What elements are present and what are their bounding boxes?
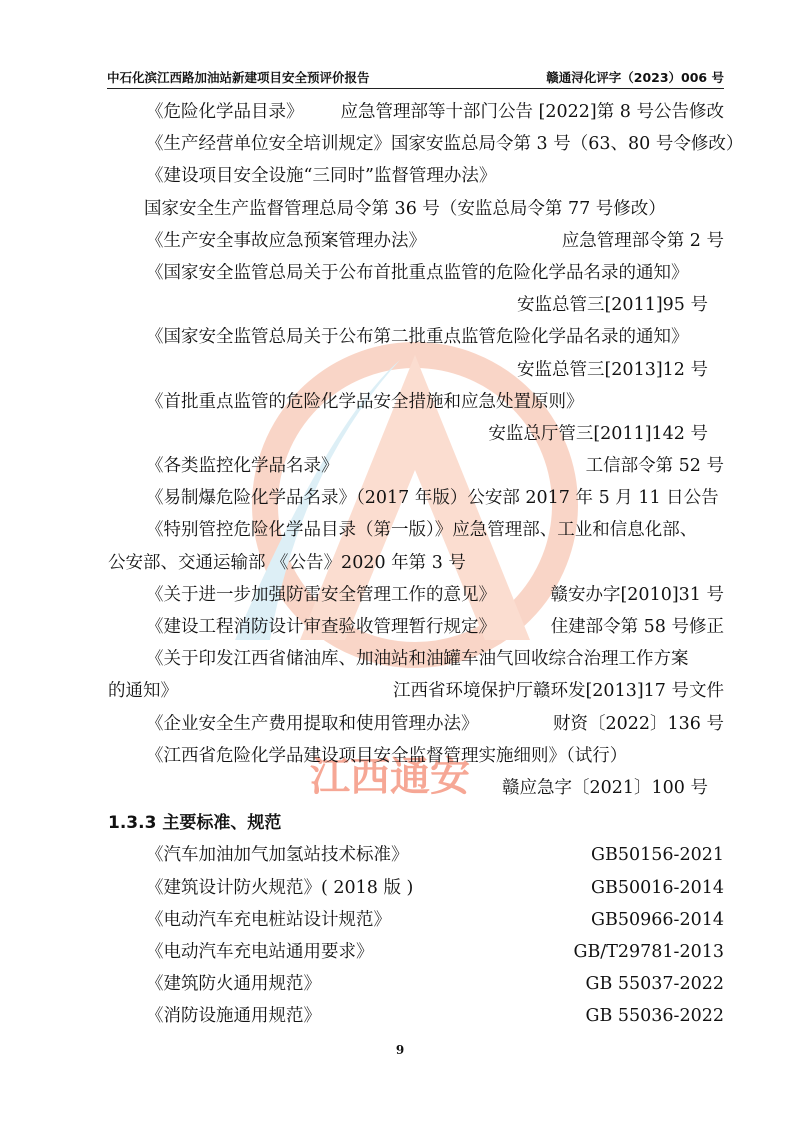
- standard-code: GB50156-2021: [591, 845, 724, 866]
- regulation-reference: 江西省环境保护厅赣环发[2013]17 号文件: [392, 681, 724, 702]
- regulation-reference: 赣应急字〔2021〕100 号: [501, 777, 708, 798]
- regulation-title: 《建设工程消防设计审查验收管理暂行规定》: [146, 617, 496, 637]
- regulation-line: [108, 257, 724, 289]
- regulation-title: 《各类监控化学品名录》: [146, 456, 339, 477]
- regulation-line: [108, 547, 724, 579]
- regulation-line: [108, 708, 724, 740]
- standard-row: [108, 968, 724, 1000]
- document-body: [108, 96, 744, 1032]
- regulation-title: 的通知》: [108, 681, 178, 702]
- standard-name: 《电动汽车充电站通用要求》: [146, 941, 374, 962]
- regulation-reference: 安监总厅管三[2011]142 号: [488, 423, 708, 444]
- regulation-line: [108, 514, 724, 546]
- regulation-line: [108, 354, 724, 386]
- regulation-title: 《国家安全监管总局关于公布第二批重点监管危险化学品名录的通知》: [146, 327, 689, 348]
- watermark-text: 江西通安: [310, 754, 470, 800]
- regulation-title: 《特别管控危险化学品目录（第一版）》应急管理部、工业和信息化部、: [146, 520, 698, 541]
- regulation-title: 《首批重点监管的危险化学品安全措施和应急处置原则》: [146, 391, 584, 412]
- regulation-title: 《关于印发江西省储油库、加油站和油罐车油气回收综合治理工作方案: [146, 649, 689, 670]
- regulation-line: [108, 772, 724, 804]
- regulation-line: [108, 289, 724, 321]
- regulation-title: 《建设项目安全设施“三同时”监督管理办法》: [146, 166, 497, 187]
- standard-row: [108, 936, 724, 968]
- regulation-title: 《国家安全监管总局关于公布首批重点监管的危险化学品名录的通知》: [146, 262, 689, 283]
- standard-row: [108, 872, 724, 904]
- standard-row: [108, 1000, 724, 1032]
- regulation-title: 《江西省危险化学品建设项目安全监督管理实施细则》（试行）: [146, 745, 628, 766]
- regulation-line: [108, 418, 724, 450]
- regulation-line: [108, 675, 724, 707]
- regulation-line: [108, 482, 724, 514]
- regulation-title: 《生产经营单位安全培训规定》国家安监总局令第 3 号（63、80 号令修改）: [146, 134, 744, 155]
- header-report-number: 赣通浔化评字（2023）006 号: [546, 70, 724, 85]
- page-number: 9: [395, 1043, 405, 1057]
- standard-code: GB/T29781-2013: [573, 941, 724, 962]
- regulation-reference: 应急管理部令第 2 号: [561, 230, 724, 251]
- standard-code: GB 55037-2022: [585, 974, 724, 995]
- regulation-reference: 住建部令第 58 号修正: [550, 617, 724, 637]
- standard-name: 《汽车加油加气加氢站技术标准》: [146, 845, 409, 866]
- regulation-reference: 安监总管三[2013]12 号: [516, 359, 708, 380]
- regulation-reference: 赣安办字[2010]31 号: [550, 584, 724, 605]
- page-header: [107, 66, 724, 89]
- regulation-line: [108, 643, 724, 675]
- standard-row: [108, 839, 724, 871]
- standard-code: GB 55036-2022: [585, 1006, 724, 1027]
- regulation-line: [108, 128, 744, 160]
- regulation-reference: 工信部令第 52 号: [585, 456, 724, 477]
- regulation-reference: 公安部、交通运输部 《公告》2020 年第 3 号: [108, 552, 466, 573]
- regulation-line: [108, 450, 724, 482]
- regulation-line: [108, 321, 724, 353]
- regulation-title: 《危险化学品目录》: [146, 102, 304, 122]
- regulation-line: [108, 225, 724, 257]
- regulation-line: [108, 386, 724, 418]
- regulation-title: 《关于进一步加强防雷安全管理工作的意见》: [146, 584, 496, 605]
- section-heading: 1.3.3 主要标准、规范: [108, 813, 282, 834]
- standard-name: 《建筑设计防火规范》( 2018 版 ): [146, 877, 414, 898]
- regulation-title: 《易制爆危险化学品名录》（2017 年版）公安部 2017 年 5 月 11 日公告: [146, 488, 719, 509]
- regulation-line: [108, 193, 724, 225]
- regulation-line: [108, 160, 724, 192]
- standard-code: GB50016-2014: [591, 877, 724, 898]
- regulation-line: [108, 611, 724, 643]
- regulation-title: 《生产安全事故应急预案管理办法》: [146, 230, 426, 251]
- regulation-line: [108, 740, 724, 772]
- regulation-reference: 应急管理部等十部门公告 [2022]第 8 号公告修改: [340, 102, 724, 122]
- standard-code: GB50966-2014: [591, 909, 724, 930]
- standard-name: 《消防设施通用规范》: [146, 1006, 321, 1027]
- standard-name: 《建筑防火通用规范》: [146, 974, 321, 995]
- header-report-title: 中石化滨江西路加油站新建项目安全预评价报告: [107, 70, 370, 85]
- regulation-line: [108, 579, 724, 611]
- regulation-title: 《企业安全生产费用提取和使用管理办法》: [146, 713, 479, 734]
- regulation-reference: 财资〔2022〕136 号: [552, 713, 724, 734]
- regulation-reference: 国家安全生产监督管理总局令第 36 号（安监总局令第 77 号修改）: [144, 198, 666, 219]
- regulation-reference: 安监总管三[2011]95 号: [516, 295, 708, 316]
- standard-row: [108, 904, 724, 936]
- regulation-line: [108, 96, 724, 128]
- standard-name: 《电动汽车充电桩站设计规范》: [146, 909, 391, 930]
